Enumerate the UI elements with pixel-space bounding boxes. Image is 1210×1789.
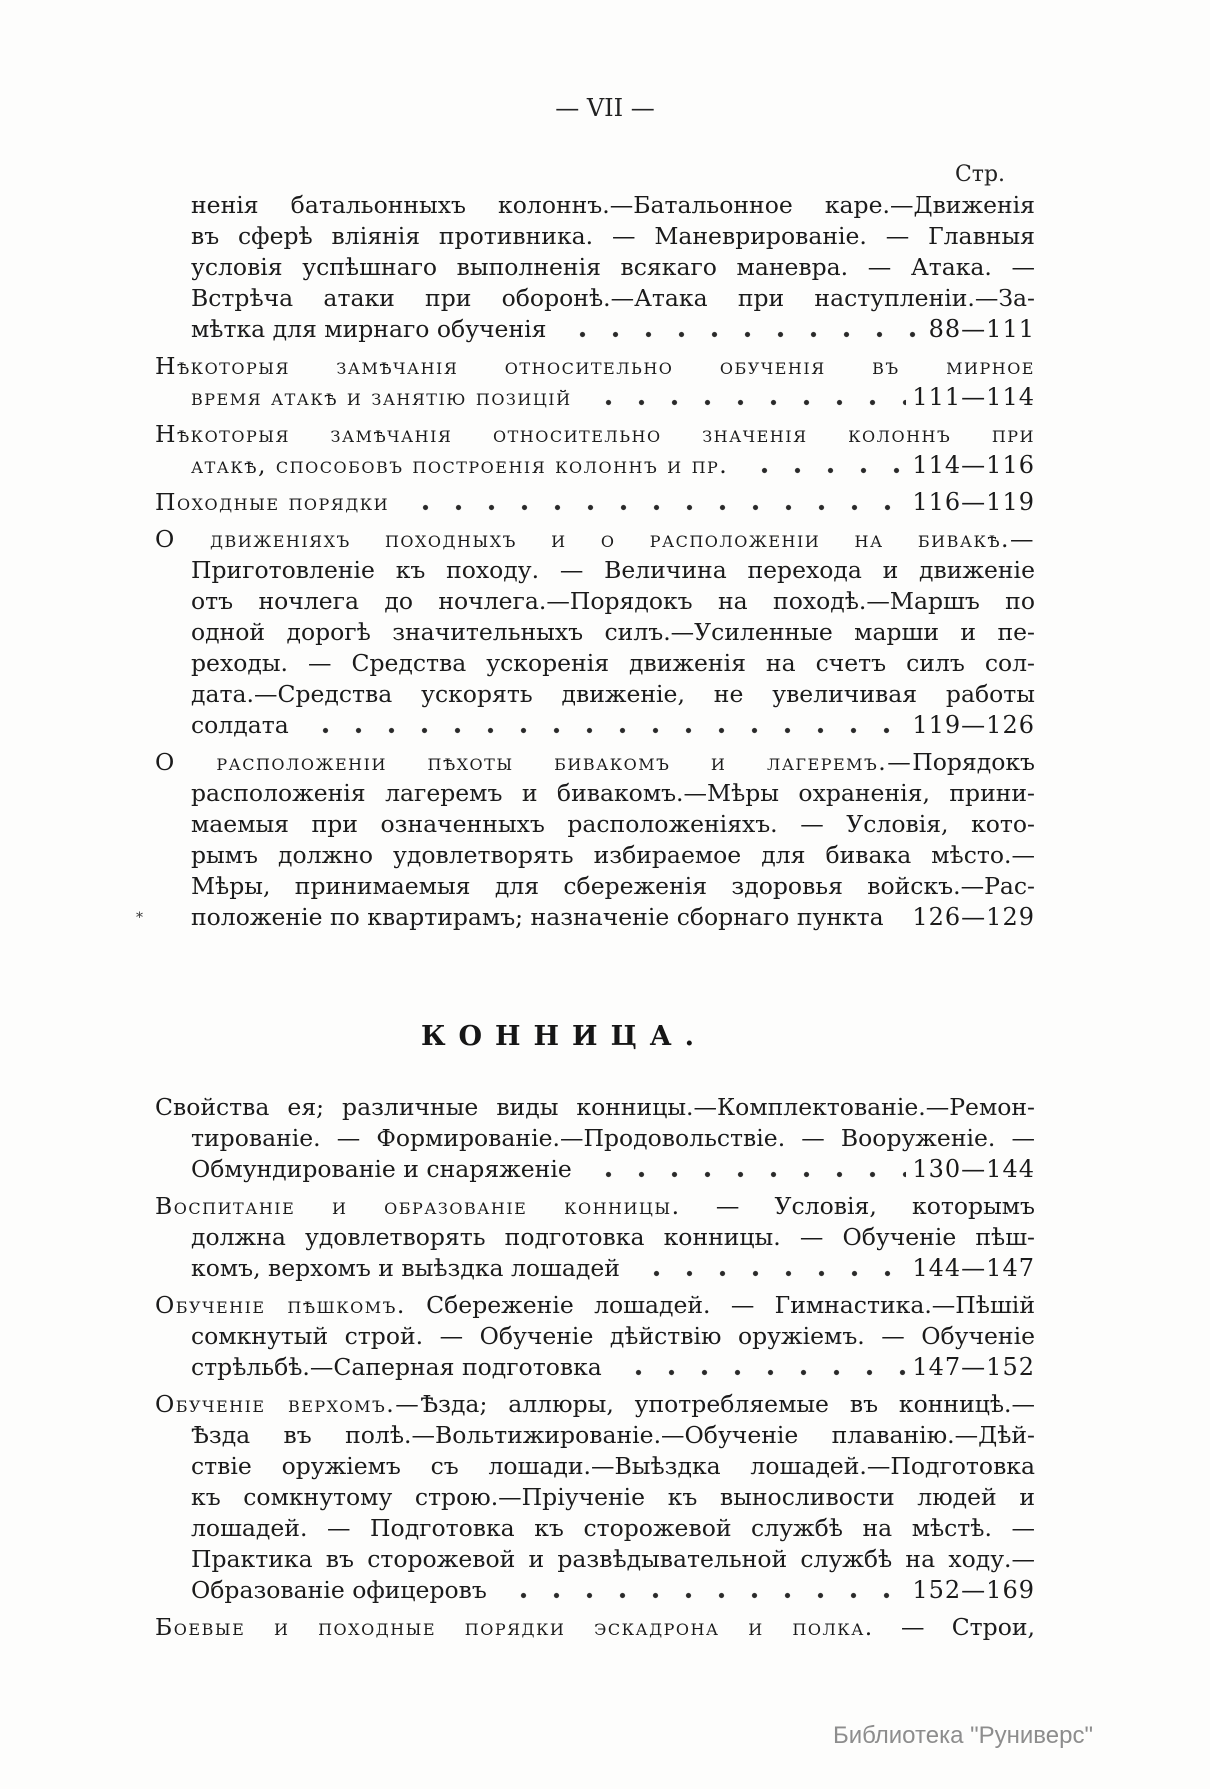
topic-small-caps: Боевые и походные порядки эскадрона и полка.	[155, 1613, 874, 1641]
toc-entry	[155, 487, 1035, 518]
toc-line-with-page	[155, 487, 1035, 518]
line-text	[191, 587, 1035, 615]
toc-line	[155, 1544, 1035, 1575]
body-text: Ѣзда; аллюры, употребляемые въ конницѣ.—	[420, 1390, 1035, 1418]
body-text: одной дорогѣ значительныхъ силъ.—Усиленные марши и пе-	[191, 618, 1035, 646]
body-text: рымъ должно удовлетворять избираемое для бивака мѣсто.—	[191, 841, 1035, 869]
body-text: Ѣзда въ полѣ.—Вольтижированіе.—Обученіе плаванію.—Дѣй-	[191, 1421, 1035, 1449]
dot-leader	[630, 1253, 906, 1284]
body-text: мѣтка для мирнаго обученія	[191, 315, 547, 343]
toc-line	[155, 555, 1035, 586]
dot-leader	[582, 1154, 907, 1185]
toc-line	[155, 840, 1035, 871]
body-text: Приготовленіе къ походу. — Величина перехода и движеніе	[191, 556, 1035, 584]
body-text: лошадей. — Подготовка къ сторожевой службѣ на мѣстѣ. —	[191, 1514, 1035, 1542]
line-text	[191, 1575, 487, 1606]
line-text	[191, 222, 1035, 250]
body-text: комъ, верхомъ и выѣздка лошадей	[191, 1254, 620, 1282]
line-text	[155, 487, 389, 518]
line-text	[191, 382, 572, 413]
line-text	[191, 680, 1035, 708]
toc-line	[155, 283, 1035, 314]
toc-line	[155, 252, 1035, 283]
line-text	[191, 618, 1035, 646]
toc-line	[155, 747, 1035, 778]
body-text: Свойства ея; различные виды конницы.—Комплектованіе.—Ремон-	[155, 1093, 1035, 1121]
body-text: дата.—Средства ускорять движеніе, не увеличивая работы	[191, 680, 1035, 708]
toc-line	[155, 617, 1035, 648]
toc-line-with-page	[155, 314, 1035, 345]
body-text: маемыя при означенныхъ расположеніяхъ. — Условія, кото-	[191, 810, 1035, 838]
section-heading: КОННИЦА.	[420, 1021, 708, 1052]
toc-line-with-page	[155, 1154, 1035, 1185]
topic-small-caps: атакѣ, способовъ построенія колоннъ и пр.	[191, 451, 729, 479]
page-range: 116—119	[912, 488, 1035, 516]
body-text: должна удовлетворять подготовка конницы. — Обученіе пѣш-	[191, 1223, 1035, 1251]
topic-small-caps: Обученіе пѣшкомъ.	[155, 1291, 406, 1319]
line-text	[191, 841, 1035, 869]
body-text: — Условія, которымъ	[680, 1192, 1036, 1220]
line-text	[191, 649, 1035, 677]
page-range: 114—116	[912, 451, 1035, 479]
toc-line	[155, 809, 1035, 840]
line-text	[191, 314, 546, 345]
body-text: Мѣры, принимаемыя для сбереженія здоровья войскъ.—Рас-	[191, 872, 1035, 900]
dot-leader	[612, 1352, 907, 1383]
dot-leader	[894, 902, 907, 933]
line-text	[155, 1390, 1035, 1418]
toc-line	[155, 648, 1035, 679]
line-text	[191, 1483, 1035, 1511]
body-text: Практика въ сторожевой и развѣдывательной службѣ на ходу.—	[191, 1545, 1035, 1573]
toc-entry	[155, 1389, 1035, 1606]
body-text: тированіе. — Формированіе.—Продовольствіе. — Вооруженіе. —	[191, 1124, 1035, 1152]
dot-leader	[497, 1575, 907, 1606]
toc-entry	[155, 1092, 1035, 1185]
toc-line	[155, 351, 1035, 382]
dot-leader	[582, 382, 907, 413]
page-range: 130—144	[912, 1155, 1035, 1183]
line-text	[191, 253, 1035, 281]
toc-entry	[155, 1612, 1035, 1643]
line-text	[155, 420, 1035, 448]
dot-leader	[399, 487, 906, 518]
toc-line-with-page	[155, 710, 1035, 741]
toc-line	[155, 778, 1035, 809]
line-text	[191, 810, 1035, 838]
toc-line	[155, 1513, 1035, 1544]
body-text: къ сомкнутому строю.—Пріученіе къ выносливости людей и	[191, 1483, 1035, 1511]
library-watermark: Библиотека "Руниверс"	[832, 1722, 1093, 1749]
toc-line	[155, 586, 1035, 617]
toc-line-with-page	[155, 1575, 1035, 1606]
body-text: Встрѣча атаки при оборонѣ.—Атака при наступленіи.—За-	[191, 284, 1035, 312]
body-text: положеніе по квартирамъ; назначеніе сборнаго пункта	[191, 903, 884, 931]
line-text	[155, 748, 1035, 776]
toc-entry	[155, 1191, 1035, 1284]
line-text	[191, 1514, 1035, 1542]
line-text	[191, 1223, 1035, 1251]
topic-small-caps: Воспитаніе и образованіе конницы.	[155, 1192, 681, 1220]
toc-line	[155, 190, 1035, 221]
topic-small-caps: Нѣкоторыя замѣчанія относительно обученія въ мирное	[155, 352, 1035, 380]
body-text: реходы. — Средства ускоренія движенія на счетъ силъ сол-	[191, 649, 1035, 677]
page-range: 144—147	[912, 1254, 1035, 1282]
line-text	[191, 191, 1035, 219]
toc-line	[155, 1191, 1035, 1222]
body-text: Обмундированіе и снаряженіе	[191, 1155, 572, 1183]
body-text: расположенія лагеремъ и бивакомъ.—Мѣры охраненія, прини-	[191, 779, 1035, 807]
table-of-contents	[136, 190, 1036, 1643]
body-text: — Строи,	[873, 1613, 1035, 1641]
page-range: 126—129	[912, 903, 1035, 931]
body-text: ствіе оружіемъ съ лошади.—Выѣздка лошадей.—Подготовка	[191, 1452, 1035, 1480]
toc-line-with-page	[155, 1352, 1035, 1383]
toc-line	[155, 1222, 1035, 1253]
toc-line	[155, 1482, 1035, 1513]
page-range: 88—111	[928, 315, 1035, 343]
toc-line-with-page	[155, 1253, 1035, 1284]
line-text	[191, 1253, 620, 1284]
page-range: 147—152	[912, 1353, 1035, 1381]
toc-line	[155, 1123, 1035, 1154]
line-text	[191, 556, 1035, 584]
page-column-label: Стр.	[954, 162, 1006, 187]
line-text	[191, 710, 289, 741]
toc-line	[155, 524, 1035, 555]
toc-line	[155, 1389, 1035, 1420]
toc-entry	[155, 351, 1035, 413]
toc-line	[155, 1321, 1035, 1352]
line-text	[191, 1452, 1035, 1480]
page-range: 119—126	[912, 711, 1035, 739]
toc-line	[155, 871, 1035, 902]
line-text	[191, 1421, 1035, 1449]
toc-line-with-page	[155, 450, 1035, 481]
toc-line	[155, 679, 1035, 710]
line-text	[155, 525, 1035, 553]
topic-small-caps: время атакѣ и занятію позицій	[191, 383, 572, 411]
line-text	[191, 779, 1035, 807]
toc-line	[155, 1612, 1035, 1643]
topic-small-caps: Нѣкоторыя замѣчанія относительно значенія колоннъ при	[155, 420, 1035, 448]
line-text	[191, 1154, 572, 1185]
line-text	[191, 902, 884, 933]
toc-line	[155, 221, 1035, 252]
toc-line	[155, 1092, 1035, 1123]
toc-entry	[155, 419, 1035, 481]
line-text	[191, 1124, 1035, 1152]
topic-small-caps: Походные порядки	[155, 488, 390, 516]
line-text	[191, 872, 1035, 900]
line-text	[155, 1291, 1035, 1319]
page-number-header: — VII —	[555, 94, 655, 122]
body-text: Порядокъ	[912, 748, 1035, 776]
line-text	[191, 1322, 1035, 1350]
toc-line-with-page	[155, 382, 1035, 413]
toc-entry	[155, 1290, 1035, 1383]
body-text: Сбереженіе лошадей. — Гимнастика.—Пѣшій	[405, 1291, 1035, 1319]
line-text	[191, 1545, 1035, 1573]
line-text	[191, 1352, 602, 1383]
toc-entry	[155, 524, 1035, 741]
margin-mark: *	[136, 910, 143, 926]
toc-entry	[136, 747, 1035, 933]
body-text: условія успѣшнаго выполненія всякаго маневра. — Атака. —	[191, 253, 1035, 281]
body-text: Образованіе офицеровъ	[191, 1576, 487, 1604]
line-text	[155, 1093, 1035, 1121]
line-text	[155, 1192, 1035, 1220]
toc-line	[155, 1451, 1035, 1482]
toc-line	[155, 1290, 1035, 1321]
toc-line	[155, 1420, 1035, 1451]
toc-entry	[155, 190, 1035, 345]
page-range: 152—169	[912, 1576, 1035, 1604]
body-text: стрѣльбѣ.—Саперная подготовка	[191, 1353, 602, 1381]
toc-line-with-page	[136, 902, 1035, 933]
body-text: солдата	[191, 711, 289, 739]
line-text	[155, 352, 1035, 380]
topic-small-caps: О расположеніи пѣхоты бивакомъ и лагеремъ.—	[155, 748, 913, 776]
dot-leader	[556, 314, 917, 345]
line-text	[191, 450, 728, 481]
body-text: ненія батальонныхъ колоннъ.—Батальонное каре.—Движенія	[191, 191, 1035, 219]
topic-small-caps: Обученіе верхомъ.—	[155, 1390, 421, 1418]
line-text	[155, 1613, 1035, 1641]
body-text: сомкнутый строй. — Обученіе дѣйствію оружіемъ. — Обученіе	[191, 1322, 1035, 1350]
dot-leader	[738, 450, 906, 481]
toc-line	[155, 419, 1035, 450]
line-text	[191, 284, 1035, 312]
page-range: 111—114	[912, 383, 1035, 411]
body-text: отъ ночлега до ночлега.—Порядокъ на походѣ.—Маршъ по	[191, 587, 1035, 615]
body-text: въ сферѣ вліянія противника. — Маневрированіе. — Главныя	[191, 222, 1035, 250]
topic-small-caps: О движеніяхъ походныхъ и о расположеніи на бивакѣ.—	[155, 525, 1035, 553]
dot-leader	[299, 710, 907, 741]
